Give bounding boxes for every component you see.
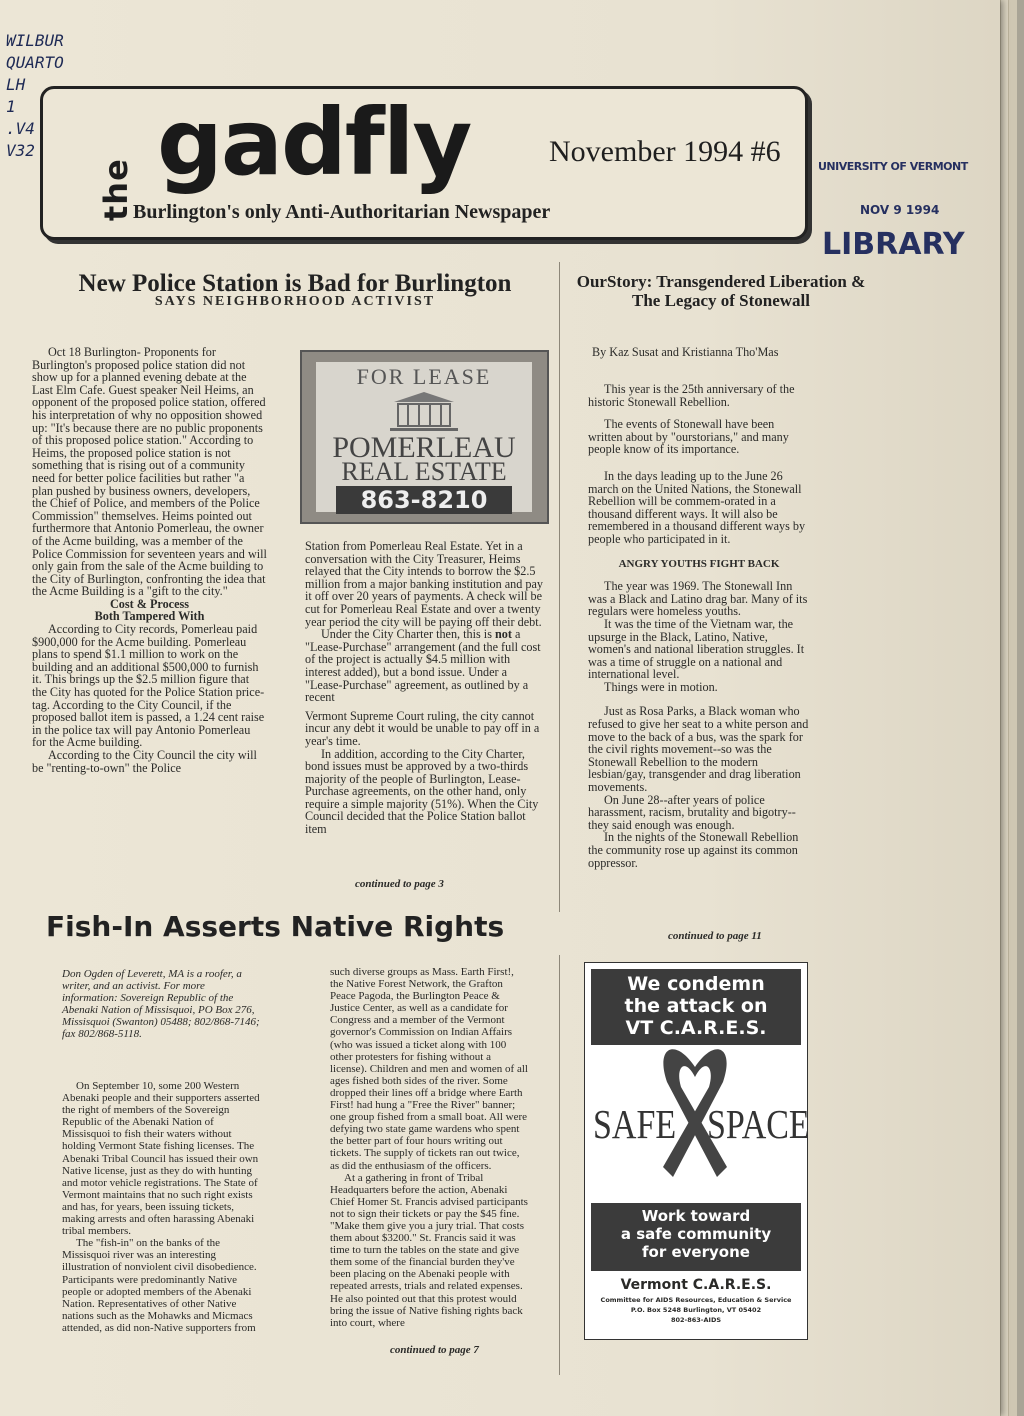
handwriting-line: WILBUR: [6, 31, 64, 50]
column-rule: [559, 262, 560, 912]
police-column-1: [32, 346, 267, 774]
tagline-line: for everyone: [642, 1243, 750, 1261]
paragraph: such diverse groups as Mass. Earth First!, the Native Forest Network, the Grafton Peace Pagoda, the Burlington Peace & Justice Center, as well as a candidate for Congress and a member of the Vermont governor's Commission on Indian Affairs (who was issued a ticket along with 100 other protesters for fishing without a license). Children and men and women of all ages fished both sides of the river. Some dropped their lines off a bridge where Earth First! had hung a "Free the River" banner; one group fished from a small boat. All were defying two state game wardens who spent the better part of four hours writing out tickets. The supply of tickets ran out twice, as did the enthusiasm of the officers.: [330, 966, 528, 1172]
handwriting-line: .V4: [6, 119, 35, 138]
paragraph: In the days leading up to the June 26 march on the United Nations, the Stonewall Rebellion will be commem-orated in a thousand different ways. It will also be remembered in a thousand different ways by people who participated in it.: [588, 468, 806, 546]
headline-line: We condemn: [627, 973, 765, 995]
paragraph: Station from Pomerleau Real Estate. Yet in a conversation with the City Treasurer, Heims relayed that the City intends to borrow the $2.5 million from a major banking institution and pay it off over 20 years of payments. A check will be cut for Pomerleau Real Estate and over a twenty year period the city will be paying off their debt.: [305, 539, 543, 629]
police-headline: New Police Station is Bad for Burlington: [78, 270, 512, 297]
fishin-column-1: [62, 1080, 262, 1334]
masthead-title: gadfly: [157, 89, 471, 196]
fishin-column-2: [330, 966, 530, 1329]
ad-org: Vermont C.A.R.E.S.: [620, 1277, 772, 1293]
handwriting-line: QUARTO: [6, 53, 64, 72]
stamp-date: NOV 9 1994: [860, 203, 940, 217]
police-subhead: SAYS NEIGHBORHOOD ACTIVIST: [154, 294, 436, 309]
paragraph: This year is the 25th anniversary of the historic Stonewall Rebellion.: [588, 382, 795, 409]
text-run: Under the City Charter then, this is: [321, 627, 492, 642]
tagline-line: a safe community: [620, 1225, 772, 1243]
safe-label: SAFE: [593, 1103, 677, 1148]
paragraph: In addition, according to the City Charter, bond issues must be approved by a two-thirds majority of the people of Burlington, Lease-Purchase agreements, on the other hand, only require a simple majority (51%). When the City Council decided that the Police Station ballot item: [305, 746, 539, 837]
paragraph: It was the time of the Vietnam war, the upsurge in the Black, Latino, Native, women's and national liberation struggles. It was a time of struggle on a national and international level.: [588, 616, 805, 682]
sign-company-2: REAL ESTATE: [341, 457, 507, 486]
sign-for-lease: FOR LEASE: [356, 364, 492, 389]
section-head: ANGRY YOUTHS FIGHT BACK: [618, 557, 780, 570]
handwriting-line: 1: [6, 97, 16, 116]
section-head: Both Tampered With: [94, 609, 205, 624]
police-column-2: [305, 540, 545, 836]
ad-address: P.O. Box 5248 Burlington, VT 05402: [630, 1306, 762, 1314]
paragraph: According to the City Council the city will be "renting-to-own" the Police: [32, 748, 257, 775]
police-continued: continued to page 3: [355, 878, 444, 890]
space-label: SPACE: [707, 1103, 810, 1148]
paragraph: The events of Stonewall have been written about by "ourstorians," and many people know of its importance.: [588, 417, 789, 457]
tagline: Burlington's only Anti-Authoritarian Newspaper: [133, 201, 551, 223]
fishin-continued: continued to page 7: [390, 1344, 479, 1356]
paragraph: Just as Rosa Parks, a Black woman who refused to give her seat to a white person and move to the back of a bus, was the spark for the civil rights movement--so was the Stonewall Rebellion to the modern lesbian/gay, transgender and drag liberation movements.: [588, 704, 809, 795]
paragraph: Vermont Supreme Court ruling, the city cannot incur any debt it would be unable to pay off in a year's time.: [305, 708, 540, 748]
headline-line: the attack on: [624, 995, 768, 1017]
headline-line: VT C.A.R.E.S.: [625, 1017, 767, 1039]
masthead: [40, 86, 808, 240]
fishin-headline: Fish-In Asserts Native Rights: [46, 910, 505, 943]
library-stamp: [818, 160, 998, 262]
headline-line: The Legacy of Stonewall: [631, 291, 811, 310]
tagline-line: Work toward: [641, 1207, 751, 1225]
ourstory-continued: continued to page 11: [668, 930, 762, 942]
column-rule: [559, 955, 560, 1375]
paragraph: The "fish-in" on the banks of the Missisquoi river was an interesting illustration of nonviolent civil disobedience. Participants were predominantly Native people or adopted members of the Abenaki Nation. Representatives of other Native nations such as the Mohawks and Micmacs attended, as did non-Native supporters from: [62, 1237, 257, 1334]
paragraph: In the nights of the Stonewall Rebellion the community rose up against its common oppressor.: [588, 830, 799, 870]
masthead-the: the: [97, 158, 135, 221]
paragraph: Oct 18 Burlington- Proponents for Burlington's proposed police station did not show up for a planned evening debate at the Last Elm Cafe. Guest speaker Neil Heims, an opponent of the proposed police station, offered his interpretation of why no opposition showed up: "It's because there are no public proponents of this proposed police station." According to Heims, the proposed police station is not something that is rising out of a community need for better police facilities but rather "a plan pushed by business owners, developers, the Chief of Police, and members of the Police Commission" themselves. Heims pointed out furthermore that Antonio Pomerleau, the owner of the Acme building, was a member of the Police Commission for seventeen years and will only gain from the sale of the Acme building to the City of Burlington, confronting the idea that the Acme Building is a "gift to the city.": [32, 345, 267, 599]
ourstory-column: [588, 383, 810, 869]
paragraph: The year was 1969. The Stonewall Inn was a Black and Latino drag bar. Many of its regulars were homeless youths.: [588, 579, 808, 619]
handwriting-line: LH: [6, 75, 26, 94]
text-run: a "Lease-Purchase" arrangement (and the full cost of the project is actually $4.5 million with interest added), but a bond issue. Under a "Lease-Purchase" agreement, as outlined by a recent: [305, 627, 541, 705]
ourstory-byline: By Kaz Susat and Kristianna Tho'Mas: [592, 345, 779, 359]
handwriting-line: V32: [6, 141, 35, 160]
section-head: Cost & Process: [110, 596, 189, 611]
building-drawing: [390, 392, 458, 428]
paragraph: On June 28--after years of police harassment, racism, brutality and bigotry--they said enough was enough.: [588, 792, 796, 832]
headline-line: OurStory: Transgendered Liberation &: [576, 272, 866, 291]
page-edge: [1008, 0, 1017, 1416]
ad-headline: [591, 969, 801, 1045]
paragraph: [305, 628, 545, 704]
ad-phone: 802-863-AIDS: [670, 1316, 722, 1324]
paragraph: According to City records, Pomerleau paid $900,000 for the Acme building. Pomerleau plans to spend $1.1 million to work on the building and an additional $500,000 to furnish it. This brings up the $2.5 million figure that the City has quoted for the Police Station price-tag. According to the City Council, if the proposed ballot item is passed, a 1.24 cent raise in the police tax will pay Antonio Pomerleau for the Acme building.: [32, 622, 265, 750]
ad-org-sub: Committee for AIDS Resources, Education & Service: [600, 1296, 792, 1304]
ourstory-headline: [562, 272, 880, 310]
issue-date: November 1994 #6: [549, 135, 781, 168]
paragraph: On September 10, some 200 Western Abenaki people and their supporters asserted the right of members of the Sovereign Republic of the Abenaki Nation of Missisquoi to fish their waters without holding Vermont State fishing licenses. The Abenaki Tribal Council has issued their own Native license, just as they do with hunting and motor vehicle registrations. The State of Vermont maintains that no such right exists and has, for years, been issuing tickets, making arrests and often harassing Abenaki tribal members.: [62, 1080, 260, 1238]
ad-tagline: [591, 1203, 801, 1271]
stamp-institution: UNIVERSITY OF VERMONT: [818, 160, 968, 173]
paragraph: Things were in motion.: [604, 679, 718, 694]
stamp-library: LIBRARY: [822, 227, 965, 262]
for-lease-photo: [300, 350, 549, 524]
emphasis: not: [494, 627, 512, 642]
fishin-credit: Don Ogden of Leverett, MA is a roofer, a writer, and an activist. For more information: Sovereign Republic of the Abenaki Nation of Missisquoi, PO Box 276, Missisquoi (Swanton) 05488; 802/868-7146; fax 802/868-5118.: [62, 968, 260, 1040]
building-icon: [390, 392, 458, 431]
vt-cares-ad: [584, 962, 808, 1340]
sign-company-1: POMERLEAU: [332, 431, 516, 464]
paragraph: At a gathering in front of Tribal Headquarters before the action, Abenaki Chief Homer St. Francis advised participants not to sign their tickets or pay the $45 fine. "Make them give you a jury trial. That costs them about $3200." St. Francis said it was time to turn the tables on the state and give them some of the financial burden they've been placing on the Abenaki people with repeated arrests, trials and related expenses. He also pointed out that this protest would bring the issue of Native fishing rights back into court, where: [330, 1171, 528, 1329]
sign-phone: 863-8210: [336, 486, 512, 514]
